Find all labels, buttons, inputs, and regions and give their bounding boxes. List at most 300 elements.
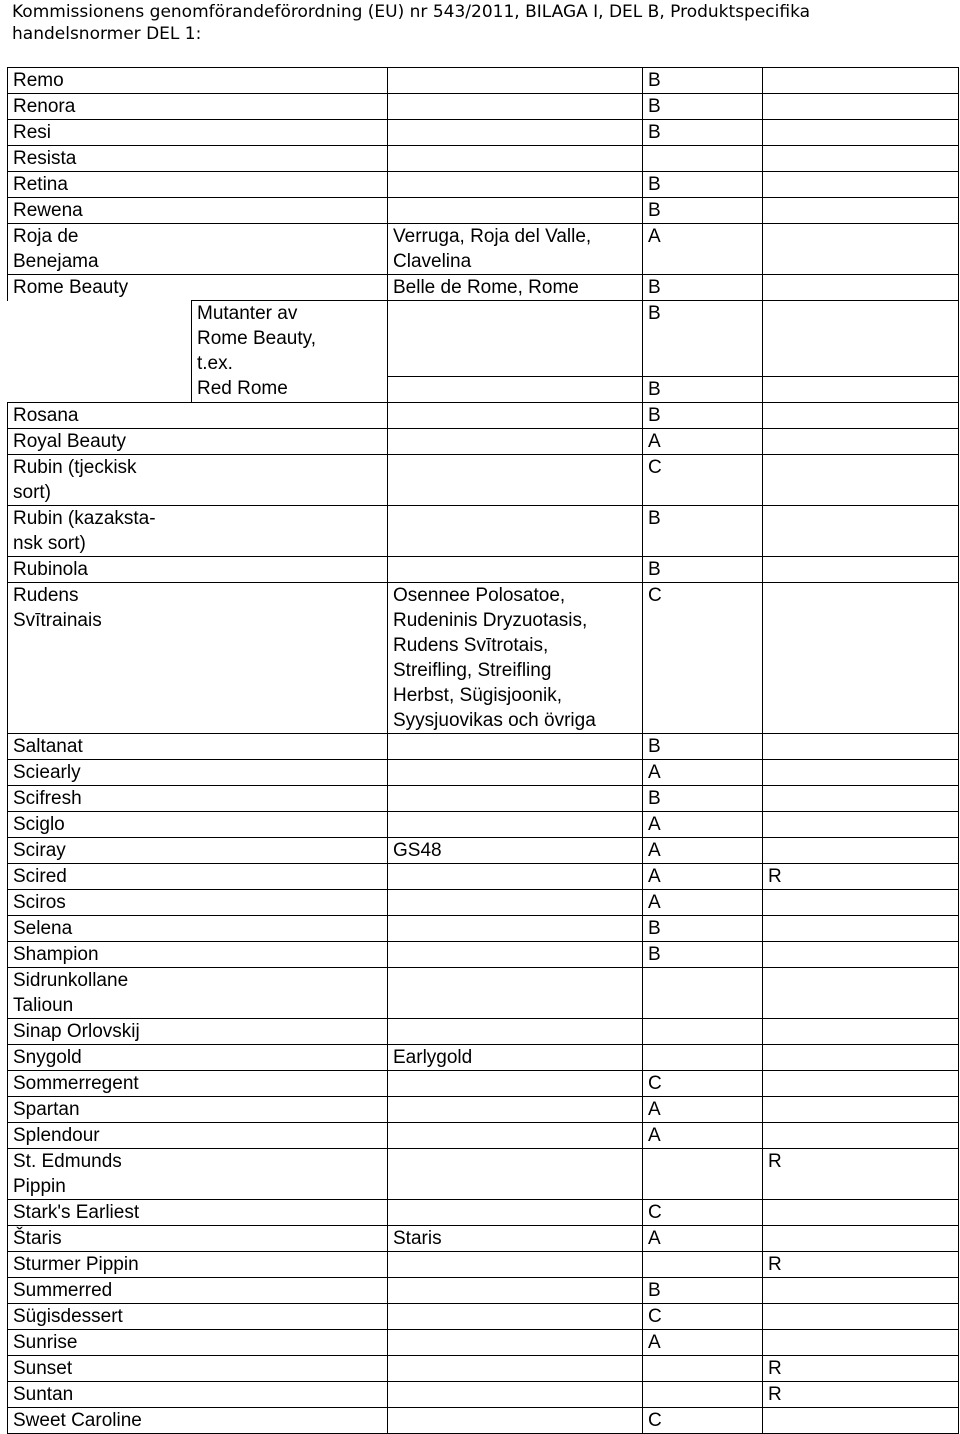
russeting-cell	[763, 1070, 959, 1096]
synonym-cell	[388, 224, 643, 275]
size-code-text: B	[648, 174, 661, 195]
variety-name-cell	[8, 941, 192, 967]
table-row	[8, 1355, 959, 1381]
table-row	[8, 454, 959, 505]
variety-name-text: Splendour	[13, 1124, 100, 1146]
size-code-cell	[643, 941, 763, 967]
synonym-cell	[388, 172, 643, 198]
russeting-cell	[763, 120, 959, 146]
russeting-cell	[763, 759, 959, 785]
russeting-cell	[763, 1096, 959, 1122]
table-row	[8, 967, 959, 1018]
table-row	[8, 94, 959, 120]
table-row	[8, 146, 959, 172]
mutant-cell	[192, 1044, 388, 1070]
size-code-cell	[643, 1148, 763, 1199]
table-row	[8, 837, 959, 863]
variety-name-cell	[8, 198, 192, 224]
synonym-cell	[388, 582, 643, 733]
variety-name-text: Roja de Benejama	[13, 226, 99, 272]
variety-name-text: Sidrunkollane Talioun	[13, 969, 129, 1016]
russeting-cell	[763, 1044, 959, 1070]
mutant-cell	[192, 915, 388, 941]
size-code-cell	[643, 1355, 763, 1381]
synonym-cell	[388, 556, 643, 582]
synonym-cell	[388, 1407, 643, 1433]
variety-name-cell	[8, 1355, 192, 1381]
synonym-cell	[388, 198, 643, 224]
synonym-text: Verruga, Roja del Valle, Clavelina	[393, 226, 592, 272]
synonym-cell	[388, 889, 643, 915]
synonym-cell	[388, 1199, 643, 1225]
variety-name-text: Sunset	[13, 1357, 73, 1379]
mutant-cell	[192, 402, 388, 428]
size-code-text: B	[648, 787, 661, 809]
table-row	[8, 1148, 959, 1199]
variety-table	[7, 67, 959, 1434]
synonym-cell	[388, 1070, 643, 1096]
variety-name-text: Snygold	[13, 1046, 82, 1068]
size-code-text: B	[648, 378, 661, 400]
size-code-cell	[643, 1225, 763, 1251]
synonym-cell	[388, 428, 643, 454]
synonym-cell	[388, 402, 643, 428]
variety-name-cell	[8, 582, 192, 733]
table-row	[8, 275, 959, 301]
size-code-cell	[643, 863, 763, 889]
variety-name-text: Rewena	[13, 200, 83, 221]
synonym-cell	[388, 1044, 643, 1070]
russeting-text: R	[768, 1150, 782, 1172]
size-code-cell	[643, 1303, 763, 1329]
variety-name-text: Saltanat	[13, 735, 83, 757]
variety-name-cell	[8, 967, 192, 1018]
size-code-text: C	[648, 1072, 662, 1094]
size-code-cell	[643, 1277, 763, 1303]
synonym-cell	[388, 863, 643, 889]
size-code-text: B	[648, 122, 661, 143]
size-code-cell	[643, 1070, 763, 1096]
variety-name-cell	[8, 811, 192, 837]
mutant-cell	[192, 376, 388, 402]
synonym-cell	[388, 941, 643, 967]
variety-name-text: Sunrise	[13, 1331, 78, 1353]
variety-name-cell	[8, 837, 192, 863]
synonym-cell	[388, 68, 643, 94]
size-code-cell	[643, 759, 763, 785]
size-code-text: B	[648, 277, 661, 298]
mutant-text: Red Rome	[197, 378, 288, 399]
russeting-cell	[763, 1199, 959, 1225]
table-row	[8, 811, 959, 837]
size-code-text: B	[648, 943, 661, 965]
synonym-cell	[388, 1225, 643, 1251]
size-code-cell	[643, 556, 763, 582]
variety-name-cell	[8, 376, 192, 402]
size-code-text: A	[648, 891, 661, 913]
size-code-text: B	[648, 404, 661, 426]
table-row	[8, 505, 959, 556]
mutant-cell	[192, 1277, 388, 1303]
russeting-cell	[763, 837, 959, 863]
russeting-cell	[763, 941, 959, 967]
mutant-cell	[192, 1381, 388, 1407]
mutant-cell	[192, 428, 388, 454]
russeting-text: R	[768, 1357, 782, 1379]
variety-name-cell	[8, 1096, 192, 1122]
variety-name-cell	[8, 1044, 192, 1070]
synonym-cell	[388, 1329, 643, 1355]
russeting-cell	[763, 1277, 959, 1303]
variety-name-cell	[8, 1225, 192, 1251]
size-code-cell	[643, 582, 763, 733]
mutant-cell	[192, 1355, 388, 1381]
variety-name-text: Scifresh	[13, 787, 82, 809]
variety-name-text: Rubinola	[13, 558, 88, 580]
russeting-cell	[763, 428, 959, 454]
table-row	[8, 556, 959, 582]
variety-table-body	[8, 68, 959, 1434]
size-code-cell	[643, 301, 763, 377]
table-row	[8, 941, 959, 967]
table-row	[8, 120, 959, 146]
russeting-cell	[763, 301, 959, 377]
variety-name-text: Remo	[13, 70, 64, 91]
synonym-cell	[388, 1096, 643, 1122]
variety-name-cell	[8, 1251, 192, 1277]
variety-name-cell	[8, 785, 192, 811]
mutant-cell	[192, 505, 388, 556]
variety-name-cell	[8, 224, 192, 275]
table-row	[8, 759, 959, 785]
size-code-text: A	[648, 1124, 661, 1146]
russeting-cell	[763, 275, 959, 301]
table-row	[8, 733, 959, 759]
size-code-cell	[643, 733, 763, 759]
synonym-cell	[388, 454, 643, 505]
synonym-cell	[388, 275, 643, 301]
mutant-cell	[192, 275, 388, 301]
table-row	[8, 1070, 959, 1096]
size-code-text: B	[648, 200, 661, 221]
russeting-cell	[763, 863, 959, 889]
synonym-cell	[388, 1277, 643, 1303]
variety-name-text: Rudens Svītrainais	[13, 584, 102, 631]
variety-name-cell	[8, 733, 192, 759]
mutant-cell	[192, 1407, 388, 1433]
mutant-cell	[192, 759, 388, 785]
variety-name-cell	[8, 172, 192, 198]
size-code-cell	[643, 146, 763, 172]
mutant-cell	[192, 1225, 388, 1251]
table-row	[8, 428, 959, 454]
table-row	[8, 376, 959, 402]
size-code-cell	[643, 889, 763, 915]
mutant-cell	[192, 301, 388, 377]
russeting-text: R	[768, 1253, 782, 1275]
russeting-cell	[763, 582, 959, 733]
variety-name-text: Resi	[13, 122, 52, 143]
variety-name-cell	[8, 1018, 192, 1044]
size-code-cell	[643, 1044, 763, 1070]
russeting-cell	[763, 915, 959, 941]
size-code-cell	[643, 198, 763, 224]
table-row	[8, 1122, 959, 1148]
table-row	[8, 1251, 959, 1277]
size-code-text: B	[648, 558, 661, 580]
table-row	[8, 301, 959, 377]
variety-name-cell	[8, 120, 192, 146]
variety-name-cell	[8, 1303, 192, 1329]
mutant-cell	[192, 1251, 388, 1277]
size-code-text: C	[648, 456, 662, 478]
mutant-cell	[192, 1096, 388, 1122]
table-row	[8, 1407, 959, 1433]
mutant-cell	[192, 1329, 388, 1355]
variety-name-cell	[8, 556, 192, 582]
table-row	[8, 1199, 959, 1225]
size-code-cell	[643, 837, 763, 863]
russeting-cell	[763, 146, 959, 172]
size-code-text: A	[648, 1331, 661, 1353]
russeting-cell	[763, 198, 959, 224]
variety-name-text: Štaris	[13, 1227, 62, 1249]
russeting-cell	[763, 1018, 959, 1044]
size-code-text: A	[648, 226, 661, 247]
mutant-cell	[192, 811, 388, 837]
variety-name-cell	[8, 505, 192, 556]
synonym-cell	[388, 915, 643, 941]
mutant-cell	[192, 1148, 388, 1199]
russeting-text: R	[768, 865, 782, 887]
size-code-cell	[643, 1122, 763, 1148]
variety-name-text: Sturmer Pippin	[13, 1253, 139, 1275]
table-row	[8, 402, 959, 428]
size-code-cell	[643, 1096, 763, 1122]
variety-name-cell	[8, 1148, 192, 1199]
synonym-cell	[388, 505, 643, 556]
russeting-cell	[763, 224, 959, 275]
variety-name-text: Suntan	[13, 1383, 74, 1405]
mutant-cell	[192, 967, 388, 1018]
russeting-cell	[763, 889, 959, 915]
variety-name-text: Rubin (tjeckisk sort)	[13, 456, 137, 503]
mutant-cell	[192, 120, 388, 146]
variety-name-text: Sciglo	[13, 813, 65, 835]
size-code-text: C	[648, 1409, 662, 1431]
mutant-cell	[192, 733, 388, 759]
russeting-cell	[763, 811, 959, 837]
variety-name-text: Royal Beauty	[13, 430, 127, 452]
size-code-cell	[643, 1329, 763, 1355]
mutant-cell	[192, 1122, 388, 1148]
russeting-cell	[763, 1122, 959, 1148]
size-code-text: B	[648, 70, 661, 91]
size-code-cell	[643, 915, 763, 941]
size-code-text: A	[648, 430, 661, 452]
synonym-cell	[388, 301, 643, 377]
variety-name-text: Renora	[13, 96, 76, 117]
table-row	[8, 68, 959, 94]
synonym-cell	[388, 1381, 643, 1407]
synonym-cell	[388, 837, 643, 863]
size-code-text: B	[648, 507, 661, 529]
variety-name-cell	[8, 1070, 192, 1096]
variety-name-text: Sügisdessert	[13, 1305, 123, 1327]
synonym-cell	[388, 759, 643, 785]
mutant-cell	[192, 863, 388, 889]
size-code-text: A	[648, 813, 661, 835]
mutant-cell	[192, 94, 388, 120]
synonym-text: Osennee Polosatoe, Rudeninis Dryzuotasis, Rudens Svītrotais, Streifling, Streifling Herbst, Sügisjoonik, Syysjuovikas och övriga	[393, 584, 596, 731]
variety-name-text: Rubin (kazaksta- nsk sort)	[13, 507, 156, 554]
variety-name-text: Retina	[13, 174, 68, 195]
synonym-cell	[388, 1251, 643, 1277]
variety-name-cell	[8, 301, 192, 377]
size-code-text: A	[648, 1227, 661, 1249]
russeting-cell	[763, 556, 959, 582]
variety-name-text: Sciros	[13, 891, 66, 913]
variety-name-cell	[8, 759, 192, 785]
russeting-cell	[763, 94, 959, 120]
variety-name-cell	[8, 428, 192, 454]
synonym-cell	[388, 120, 643, 146]
variety-name-text: Summerred	[13, 1279, 113, 1301]
variety-name-cell	[8, 402, 192, 428]
synonym-cell	[388, 1303, 643, 1329]
size-code-cell	[643, 402, 763, 428]
synonym-cell	[388, 1018, 643, 1044]
russeting-text: R	[768, 1383, 782, 1405]
synonym-text: Staris	[393, 1227, 442, 1249]
size-code-cell	[643, 68, 763, 94]
size-code-cell	[643, 1018, 763, 1044]
table-row	[8, 889, 959, 915]
table-row	[8, 785, 959, 811]
synonym-cell	[388, 94, 643, 120]
synonym-cell	[388, 376, 643, 402]
size-code-cell	[643, 172, 763, 198]
synonym-cell	[388, 1122, 643, 1148]
variety-name-text: Sinap Orlovskij	[13, 1020, 140, 1042]
variety-name-text: Rosana	[13, 404, 79, 426]
mutant-cell	[192, 1070, 388, 1096]
variety-name-text: Sweet Caroline	[13, 1409, 142, 1431]
variety-name-text: Selena	[13, 917, 73, 939]
table-row	[8, 1096, 959, 1122]
variety-name-cell	[8, 863, 192, 889]
size-code-cell	[643, 1381, 763, 1407]
russeting-cell	[763, 1303, 959, 1329]
table-row	[8, 915, 959, 941]
variety-name-cell	[8, 1122, 192, 1148]
mutant-cell	[192, 582, 388, 733]
size-code-text: A	[648, 761, 661, 783]
russeting-cell	[763, 967, 959, 1018]
mutant-cell	[192, 785, 388, 811]
table-row	[8, 1303, 959, 1329]
size-code-text: A	[648, 839, 661, 861]
size-code-cell	[643, 428, 763, 454]
mutant-cell	[192, 837, 388, 863]
size-code-cell	[643, 811, 763, 837]
variety-name-text: St. Edmunds Pippin	[13, 1150, 122, 1197]
russeting-cell	[763, 1225, 959, 1251]
synonym-text: Belle de Rome, Rome	[393, 277, 579, 298]
mutant-cell	[192, 454, 388, 505]
synonym-cell	[388, 1148, 643, 1199]
table-row	[8, 1018, 959, 1044]
size-code-text: A	[648, 1098, 661, 1120]
table-row	[8, 863, 959, 889]
variety-name-text: Spartan	[13, 1098, 80, 1120]
synonym-text: GS48	[393, 839, 442, 861]
synonym-cell	[388, 1355, 643, 1381]
mutant-cell	[192, 146, 388, 172]
synonym-text: Earlygold	[393, 1046, 473, 1068]
size-code-cell	[643, 1199, 763, 1225]
variety-name-cell	[8, 1381, 192, 1407]
russeting-cell	[763, 402, 959, 428]
variety-name-cell	[8, 915, 192, 941]
table-row	[8, 172, 959, 198]
size-code-cell	[643, 454, 763, 505]
size-code-text: C	[648, 1201, 662, 1223]
synonym-cell	[388, 967, 643, 1018]
russeting-cell	[763, 172, 959, 198]
russeting-cell	[763, 505, 959, 556]
russeting-cell	[763, 1329, 959, 1355]
table-row	[8, 582, 959, 733]
size-code-cell	[643, 275, 763, 301]
mutant-cell	[192, 1303, 388, 1329]
russeting-cell	[763, 1381, 959, 1407]
table-row	[8, 224, 959, 275]
russeting-cell	[763, 376, 959, 402]
table-row	[8, 198, 959, 224]
document-header: Kommissionens genomförandeförordning (EU) nr 543/2011, BILAGA I, DEL B, Produktspecifika handelsnormer DEL 1:	[12, 2, 811, 44]
russeting-cell	[763, 733, 959, 759]
table-row	[8, 1381, 959, 1407]
size-code-text: B	[648, 303, 661, 324]
size-code-cell	[643, 505, 763, 556]
russeting-cell	[763, 1355, 959, 1381]
table-row	[8, 1044, 959, 1070]
mutant-cell	[192, 941, 388, 967]
mutant-cell	[192, 1018, 388, 1044]
table-row	[8, 1277, 959, 1303]
table-row	[8, 1225, 959, 1251]
size-code-cell	[643, 967, 763, 1018]
variety-name-text: Resista	[13, 148, 77, 169]
synonym-cell	[388, 146, 643, 172]
variety-name-text: Scired	[13, 865, 67, 887]
size-code-cell	[643, 94, 763, 120]
variety-name-text: Sciearly	[13, 761, 81, 783]
size-code-text: B	[648, 96, 661, 117]
variety-name-cell	[8, 889, 192, 915]
size-code-cell	[643, 224, 763, 275]
size-code-cell	[643, 1251, 763, 1277]
size-code-cell	[643, 1407, 763, 1433]
synonym-cell	[388, 733, 643, 759]
size-code-text: C	[648, 584, 662, 606]
size-code-cell	[643, 120, 763, 146]
variety-name-text: Shampion	[13, 943, 99, 965]
size-code-text: A	[648, 865, 661, 887]
russeting-cell	[763, 785, 959, 811]
variety-name-cell	[8, 146, 192, 172]
